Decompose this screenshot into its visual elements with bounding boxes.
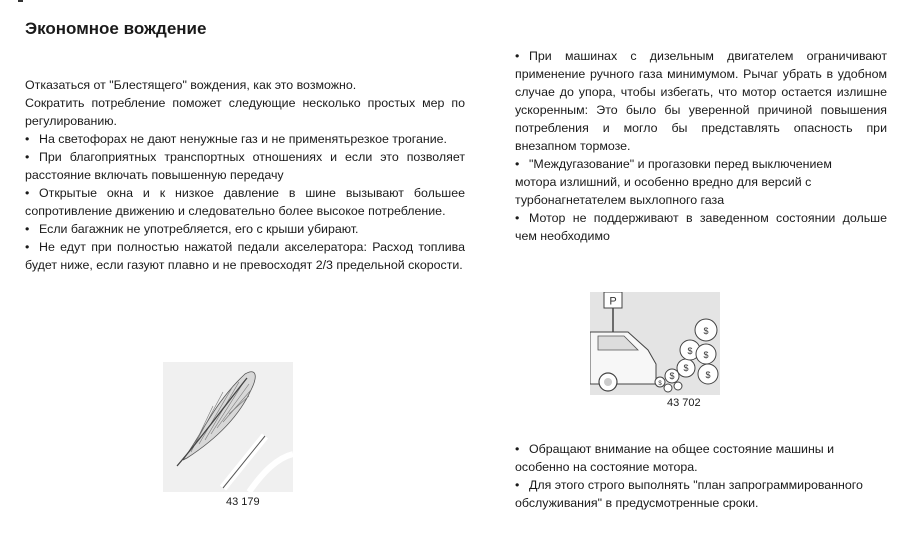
- right-column-bottom: [515, 440, 875, 512]
- svg-text:$: $: [705, 370, 711, 380]
- svg-text:P: P: [609, 295, 617, 308]
- svg-text:$: $: [703, 326, 709, 336]
- parking-car-coins-illustration: [590, 292, 720, 395]
- bullet-item: • При машинах с дизельным двигателем ограничивают применение ручного газа минимумом. Рычаг убрать в удобном случае до упора, чтобы избегать, что мотор остается излишне ускоренным: Это было бы уверенной причиной повышения потребления и могло бы представлять опасность при внезапном тормозе.: [515, 49, 887, 153]
- left-column: [25, 76, 465, 274]
- bullet-item: • На светофорах не дают ненужные газ и не применятьрезкое трогание.: [25, 132, 447, 146]
- paragraph: Отказаться от "Блестящего" вождения, как это возможно.: [25, 78, 357, 92]
- bullet-item: • Для этого строго выполнять "план запрограммированного обслуживания" в предусмотренные сроки.: [515, 478, 863, 510]
- page-corner-mark: [18, 0, 23, 2]
- bullet-item: • Не едут при полностью нажатой педали акселератора: Расход топлива будет ниже, если газуют плавно и не превосходят 2/3 предельной скорости.: [25, 240, 465, 272]
- svg-text:$: $: [703, 350, 709, 360]
- figure-caption: 43 702: [667, 397, 701, 409]
- bullet-item: • "Междугазование" и прогазовки перед выключением мотора излишний, и особенно вредно для версий с турбонагнетателем выхлопного газа: [515, 157, 832, 207]
- feather-illustration: [163, 362, 293, 492]
- bullet-item: • Открытые окна и к низкое давление в шине вызывают большее сопротивление движению и следовательно более высокое потребление.: [25, 186, 465, 218]
- svg-text:$: $: [658, 381, 662, 387]
- svg-text:$: $: [687, 346, 693, 356]
- right-column: [515, 47, 887, 245]
- page-title: Экономное вождение: [25, 19, 207, 38]
- svg-text:$: $: [683, 363, 689, 373]
- bullet-item: • Мотор не поддерживают в заведенном состоянии дольше чем необходимо: [515, 211, 887, 243]
- figure-caption: 43 179: [226, 496, 260, 508]
- feather-icon: [163, 362, 293, 492]
- bullet-item: • При благоприятных транспортных отношениях и если это позволяет расстояние включать повышенную передачу: [25, 150, 465, 182]
- paragraph: Сократить потребление поможет следующие несколько простых мер по регулированию.: [25, 96, 465, 128]
- bullet-item: • Обращают внимание на общее состояние машины и особенно на состояние мотора.: [515, 442, 835, 474]
- bullet-item: • Если багажник не употребляется, его с крыши убирают.: [25, 222, 359, 236]
- svg-text:$: $: [669, 371, 675, 381]
